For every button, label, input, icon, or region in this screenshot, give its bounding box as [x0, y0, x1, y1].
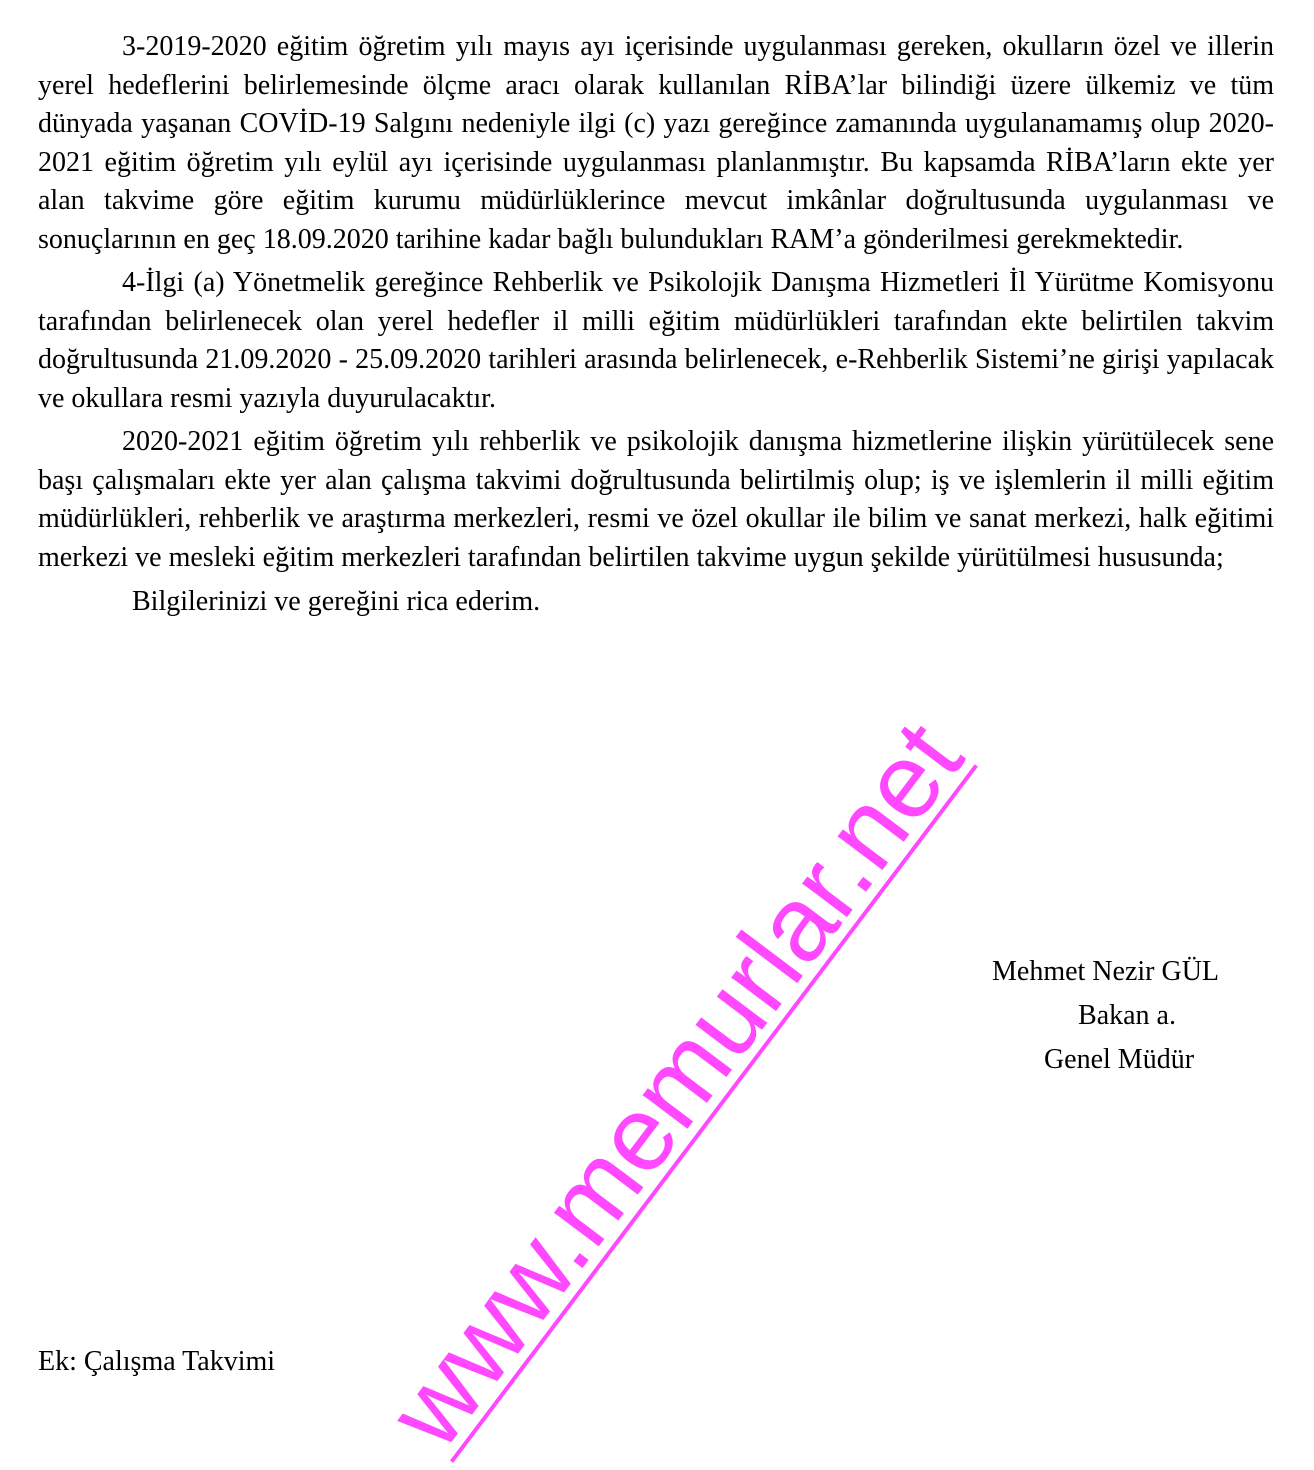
- watermark-text: www.memurlar.net: [366, 701, 986, 1469]
- signatory-title-2: Genel Müdür: [1043, 1044, 1195, 1075]
- paragraph-item-3: 3-2019-2020 eğitim öğretim yılı mayıs ayı içerisinde uygulanması gereken, okulların özel ve illerin yerel hedeflerini belirlemesinde ölçme aracı olarak kullanılan RİBA’lar bilindiği üzere ülkemiz ve tüm dünyada yaşanan COVİD-19 Salgını nedeniyle ilgi (c) yazı gereğince zamanında uygulanamamış olup 2020-2021 eğitim öğretim yılı eylül ayı içerisinde uygulanması planlanmıştır. Bu kapsamda RİBA’ların ekte yer alan takvime göre eğitim kurumu müdürlüklerince mevcut imkânlar doğrultusunda uygulanması ve sonuçlarının en geç 18.09.2020 tarihine kadar bağlı bulundukları RAM’a gönderilmesi gerekmektedir.: [38, 31, 1274, 255]
- paragraph-item-4: 4-İlgi (a) Yönetmelik gereğince Rehberlik ve Psikolojik Danışma Hizmetleri İl Yürütme Komisyonu tarafından belirlenecek olan yerel hedefler il milli eğitim müdürlükleri tarafından ekte belirtilen takvim doğrultusunda 21.09.2020 - 25.09.2020 tarihleri arasında belirlenecek, e-Rehberlik Sistemi’ne girişi yapılacak ve okullara resmi yazıyla duyurulacaktır.: [38, 267, 1274, 414]
- closing-line: Bilgilerinizi ve gereğini rica ederim.: [132, 586, 541, 617]
- signatory-title-1: Bakan a.: [1078, 1000, 1176, 1031]
- signatory-name: Mehmet Nezir GÜL: [992, 956, 1220, 987]
- letter-body: [38, 28, 1274, 622]
- paragraph-schedule: 2020-2021 eğitim öğretim yılı rehberlik ve psikolojik danışma hizmetlerine ilişkin yürütülecek sene başı çalışmaları ekte yer alan çalışma takvimi doğrultusunda belirtilmiş olup; iş ve işlemlerin il milli eğitim müdürlükleri, rehberlik ve araştırma merkezleri, resmi ve özel okullar ile bilim ve sanat merkezi, halk eğitimi merkezi ve mesleki eğitim merkezleri tarafından belirtilen takvime uygun şekilde yürütülmesi hususunda;: [38, 426, 1274, 573]
- signature-block: [990, 950, 1270, 1082]
- attachment-note: Ek: Çalışma Takvimi: [38, 1346, 276, 1377]
